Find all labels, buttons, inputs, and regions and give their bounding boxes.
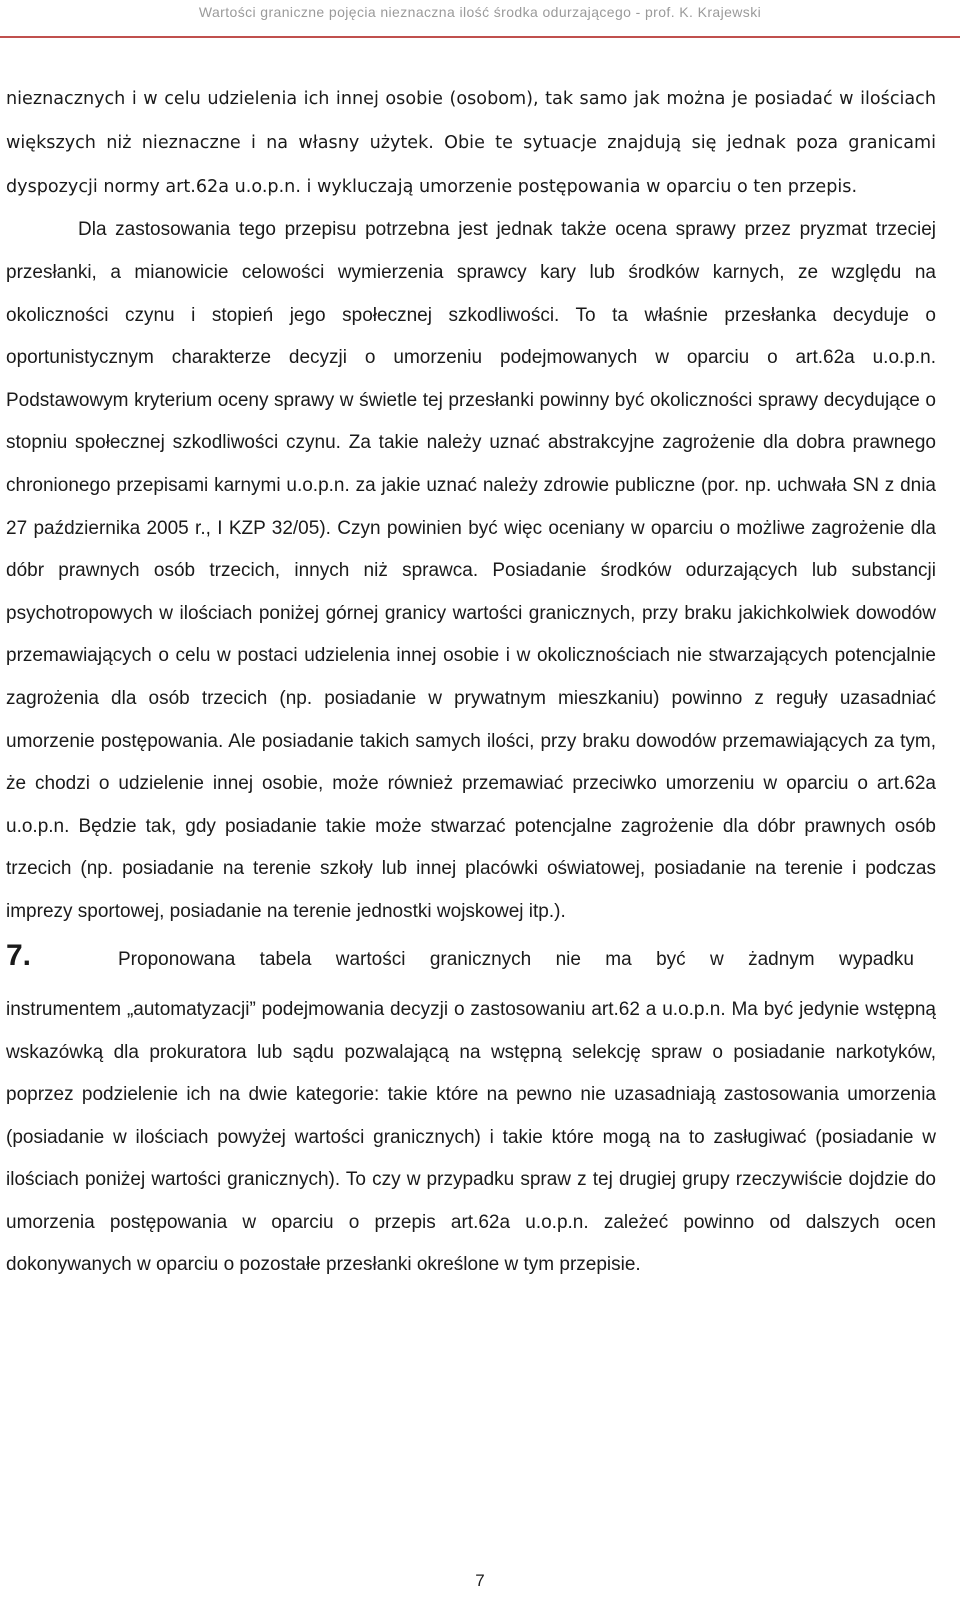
section-7 [6, 939, 936, 1286]
page-header [0, 0, 960, 46]
section-number: 7. [6, 939, 32, 973]
header-divider [0, 36, 960, 38]
document-body [6, 78, 936, 1286]
section-7-heading [6, 939, 936, 989]
section-7-body: instrumentem „automatyzacji” podejmowania decyzji o zastosowaniu art.62 a u.o.p.n. Ma być jedynie wstępną wskazówką dla prokuratora lub sądu pozwalającą na wstępną selekcję spraw o posiadanie narkotyków, poprzez podzielenie ich na dwie kategorie: takie które na pewno nie uzasadniają zastosowania umorzenia (posiadanie w ilościach powyżej wartości granicznych) i takie które mogą na to zasługiwać (posiadanie w ilościach poniżej wartości granicznych). To czy w przypadku spraw z tej drugiej grupy rzeczywiście dojdzie do umorzenia postępowania w oparciu o przepis art.62a u.o.p.n. zależeć powinno od dalszych ocen dokonywanych w oparciu o pozostałe przesłanki określone w tym przepisie. [6, 999, 936, 1275]
paragraph-continuation: nieznacznych i w celu udzielenia ich innej osobie (osobom), tak samo jak można je posiadać w ilościach większych niż nieznaczne i na własny użytek. Obie te sytuacje znajdują się jednak poza granicami dyspozycji normy art.62a u.o.p.n. i wykluczają umorzenie postępowania w oparciu o ten przepis. [6, 89, 936, 197]
section-7-first-line: Proponowana tabela wartości granicznych nie ma być w żadnym wypadku [118, 949, 914, 971]
page-number: 7 [475, 1571, 485, 1590]
header-title: Wartości graniczne pojęcia nieznaczna ilość środka odurzającego - prof. K. Krajewski [198, 4, 762, 20]
paragraph-third-premise: Dla zastosowania tego przepisu potrzebna jest jednak także ocena sprawy przez pryzmat trzeciej przesłanki, a mianowicie celowości wymierzenia sprawcy kary lub środków karnych, ze względu na okoliczności czynu i stopień jego społecznej szkodliwości. To ta właśnie przesłanka decyduje o oportunistycznym charakterze decyzji o umorzeniu podejmowanych w oparciu o art.62a u.o.p.n. Podstawowym kryterium oceny sprawy w świetle tej przesłanki powinny być okoliczności sprawy decydujące o stopniu społecznej szkodliwości czynu. Za takie należy uznać abstrakcyjne zagrożenie dla dobra prawnego chronionego przepisami karnymi u.o.p.n. za jakie uznać należy zdrowie publiczne (por. np. uchwała SN z dnia 27 października 2005 r., I KZP 32/05). Czyn powinien być więc oceniany w oparciu o możliwe zagrożenie dla dóbr prawnych osób trzecich, innych niż sprawca. Posiadanie środków odurzających lub substancji psychotropowych w ilościach poniżej górnej granicy wartości granicznych, przy braku jakichkolwiek dowodów przemawiających o celu w postaci udzielenia innej osobie i w okolicznościach nie stwarzających potencjalnie zagrożenia dla osób trzecich (np. posiadanie w prywatnym mieszkaniu) powinno z reguły uzasadniać umorzenie postępowania. Ale posiadanie takich samych ilości, przy braku dowodów przemawiających za tym, że chodzi o udzielenie innej osobie, może również przemawiać przeciwko umorzeniu w oparciu o art.62a u.o.p.n. Będzie tak, gdy posiadanie takie może stwarzać potencjalne zagrożenie dla dóbr prawnych osób trzecich (np. posiadanie na terenie szkoły lub innej placówki oświatowej, posiadanie na terenie i podczas imprezy sportowej, posiadanie na terenie jednostki wojskowej itp.). [6, 219, 936, 922]
